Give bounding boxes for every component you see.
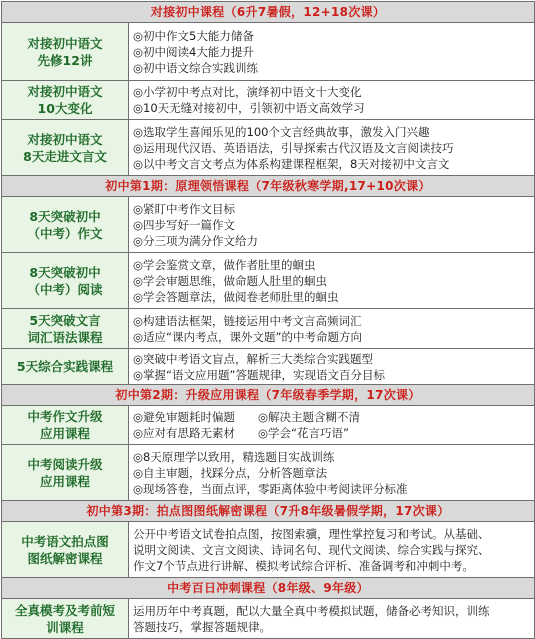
course-label-line: 5天突破文言 [29,312,101,328]
course-item: ◎分三项为满分作文给力 [133,233,259,248]
course-item: ◎学会审题思维，做命题人肚里的蛔虫 [133,273,328,288]
course-paragraph-line: 公开中考语文试卷拍点图，按图索骥，理性掌控复习和考试。从基础、 [133,526,490,541]
course-paragraph-line: 说明文阅读、文言文阅读、诗词名句、现代文阅读、综合实践与探究、 [133,542,490,557]
section-title-sprint: 中考百日冲刺课程（8年级、9年级） [2,578,535,599]
course-label [2,23,129,81]
course-label-line: 先修12讲 [37,52,93,68]
course-label-line: 图纸解密课程 [27,550,103,566]
course-content [129,120,535,176]
course-content [129,253,535,309]
course-item: ◎避免审题耗时偏题 [133,410,236,424]
course-item-pair [133,425,530,441]
course-content [129,309,535,349]
section-title-phase-3: 初中第3期：拍点图图纸解密课程（7升8年级暑假学期，17次课） [2,501,535,522]
course-label [2,253,129,309]
course-label [2,309,129,349]
course-item: ◎小学初中考点对比，演绎初中语文十大变化 [133,85,362,99]
course-item: ◎以中考文言文考点为体系构建课程框架，8天对接初中文言文 [133,156,450,171]
course-label-line: （中考）作文 [27,225,103,241]
course-item: ◎学会答题章法，做阅卷老师肚里的蛔虫 [133,289,339,304]
course-item: ◎应对有思路无素材 [133,426,236,440]
course-item: ◎紧盯中考作文目标 [133,201,236,216]
course-label-line: 训课程 [46,619,84,635]
course-content [129,197,535,253]
course-label-line: 对接初中语文 [27,35,103,51]
course-content [129,406,535,445]
course-content [129,522,535,578]
course-label-line: （中考）阅读 [27,281,103,297]
course-item: ◎适应“课内考点，课外文题”的中考命题方向 [133,329,362,344]
section-title-phase-1: 初中第1期：原理领悟课程（7年级秋寒学期,17+10次课） [2,176,535,197]
course-label [2,599,129,639]
course-content [129,23,535,81]
course-label [2,445,129,501]
course-label [2,522,129,578]
course-item: ◎10天无缝对接初中，引领初中语文高效学习 [133,101,365,115]
course-item: ◎8天原理学以致用，精选题目实战训练 [133,449,335,464]
section-title-bridge: 对接初中课程（6升7暑假，12+18次课） [2,2,535,23]
course-item: ◎突破中考语文盲点，解析三大类综合实践题型 [133,351,374,366]
course-label-line: 中考阅读升级 [27,456,103,472]
course-content [129,349,535,385]
course-label-line: 应用课程 [39,473,90,489]
course-paragraph-line: 运用历年中考真题，配以大量全真中考模拟试题，储备必考知识，训练 [133,603,490,618]
course-content [129,81,535,120]
course-label-line: 中考作文升级 [27,409,103,424]
course-item: ◎自主审题，找踩分点，分析答题章法 [133,465,328,480]
course-item: ◎初中语文综合实践训练 [133,60,259,75]
course-item-pair [133,409,530,425]
course-label-line: 8天突破初中 [29,208,101,224]
course-item: ◎运用现代汉语、英语语法，引导探索古代汉语及文言阅读技巧 [133,140,454,155]
course-item: ◎掌握“语文应用题”答题规律，实现语文百分目标 [133,367,385,382]
course-item: ◎构建语法框架，链接运用中考文言高频词汇 [133,313,362,328]
course-label-line: 8天走进文言文 [23,148,107,164]
course-item: ◎解决主题含糊不清 [258,410,361,424]
course-label-line: 10大变化 [37,101,93,116]
course-item: ◎四步写好一篇作文 [133,217,236,232]
course-item: ◎初中阅读4大能力提升 [133,44,254,59]
course-content [129,599,535,639]
course-label-line: 全真模考及考前短 [14,602,115,618]
section-title-phase-2: 初中第2期：升级应用课程（7年级春季学期，17次课） [2,385,535,406]
course-item: ◎选取学生喜闻乐见的100个文言经典故事，激发入门兴趣 [133,124,430,139]
course-label-line: 8天突破初中 [29,264,101,280]
course-label-line: 应用课程 [39,426,90,441]
course-table [1,1,535,639]
course-item: ◎学会鉴赏文章，做作者肚里的蛔虫 [133,257,316,272]
course-label [2,197,129,253]
course-label-line: 词汇语法课程 [27,329,103,345]
course-content [129,445,535,501]
course-label-line: 对接初中语文 [27,131,103,147]
course-label [2,120,129,176]
course-label [2,81,129,120]
course-label-line: 5天综合实践课程 [16,359,114,374]
course-paragraph-line: 答题技巧，掌握答题规律。 [133,619,271,634]
course-item: ◎学会“花言巧语” [258,426,349,440]
course-paragraph-line: 作文7个节点进行讲解、模拟考试综合评析、准备调考和冲刺中考。 [133,558,474,573]
course-table-document [1,1,534,639]
course-label [2,406,129,445]
course-item: ◎初中作文5大能力储备 [133,28,254,43]
course-label [2,349,129,385]
course-label-line: 对接初中语文 [27,84,103,99]
course-item: ◎现场答卷，当面点评，零距离体验中考阅读评分标准 [133,481,408,496]
course-label-line: 中考语文拍点图 [21,533,109,549]
